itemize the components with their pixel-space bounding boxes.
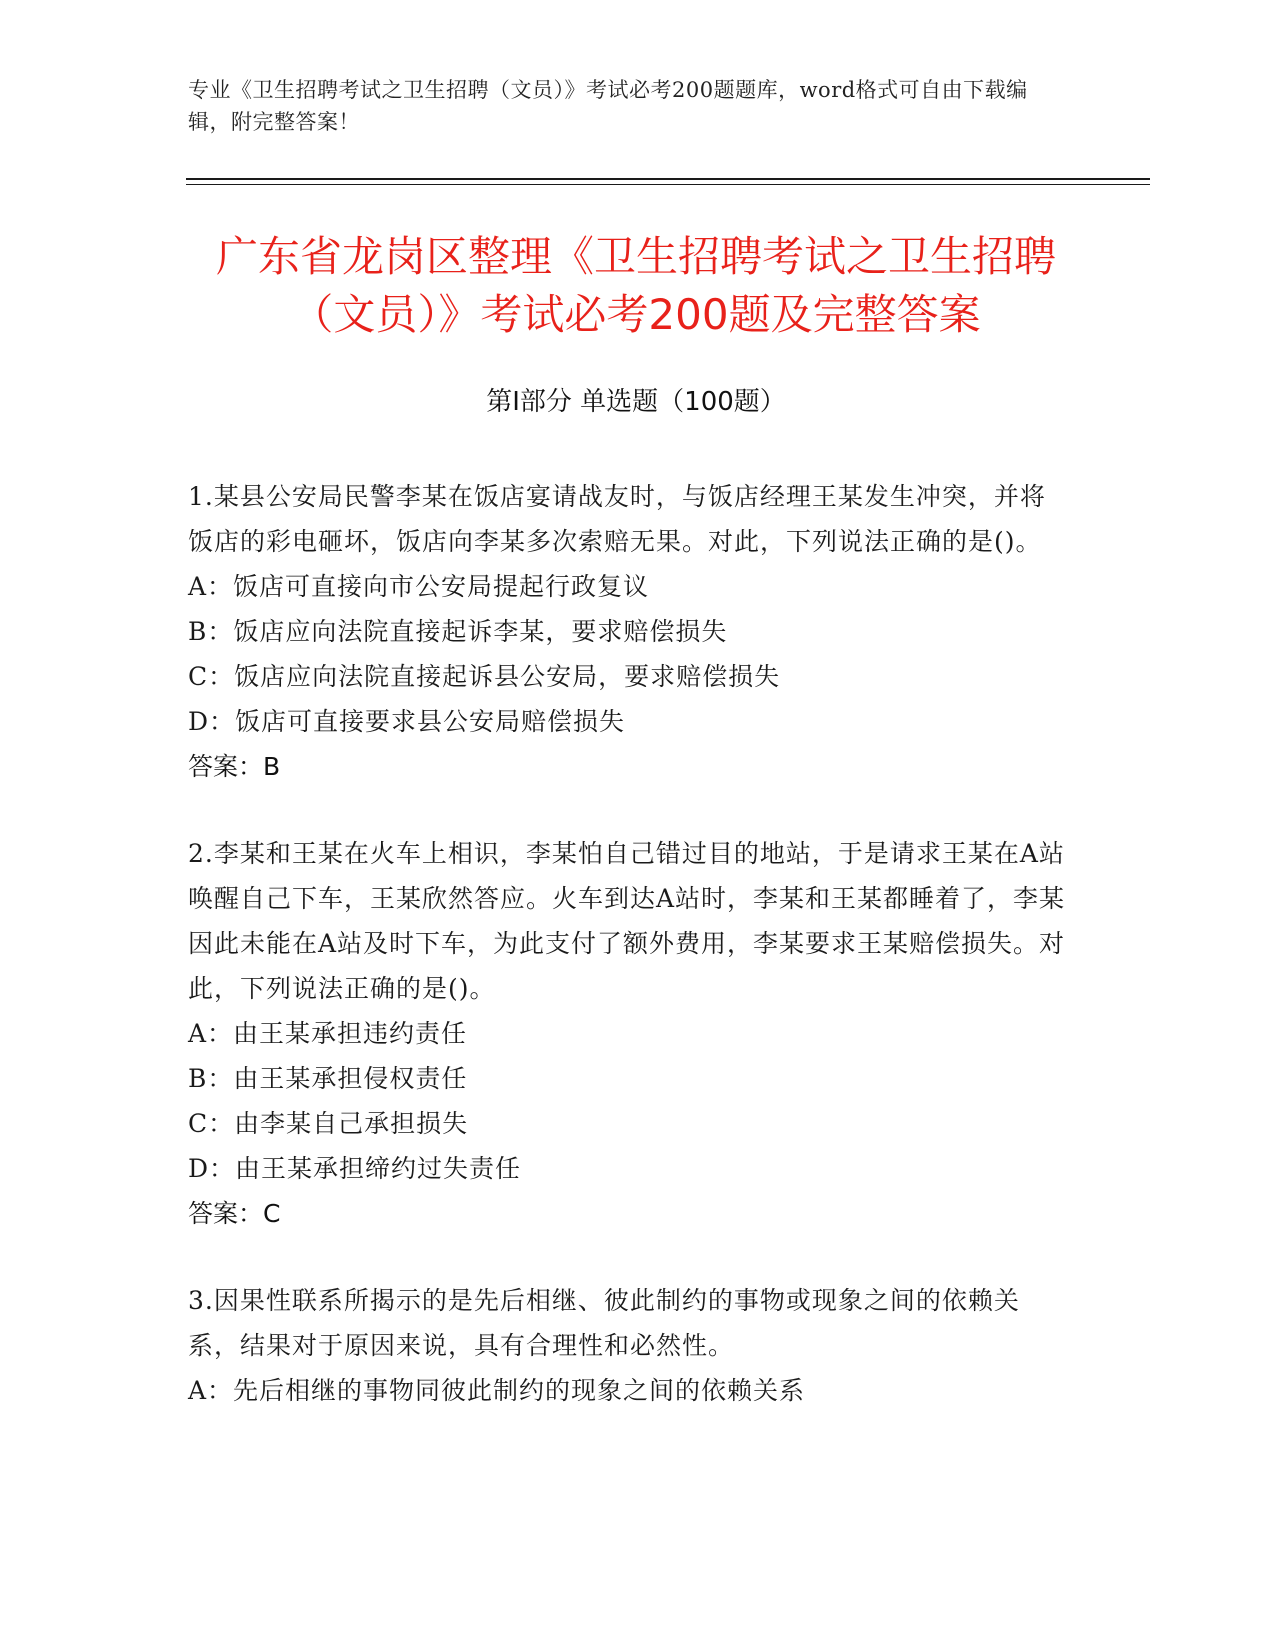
document-title: 广东省龙岗区整理《卫生招聘考试之卫生招聘（文员）》考试必考200题及完整答案 [215, 232, 1056, 339]
header-note: 专业《卫生招聘考试之卫生招聘（文员）》考试必考200题题库，word格式可自由下载编辑，附完整答案！ [188, 78, 1028, 134]
question-list [188, 474, 1068, 1455]
header-divider-thick [186, 178, 1150, 180]
option-a: A：饭店可直接向市公安局提起行政复议 [188, 572, 650, 601]
option-a: A：由王某承担违约责任 [188, 1019, 468, 1048]
option-b: B：饭店应向法院直接起诉李某，要求赔偿损失 [188, 617, 728, 646]
option-c: C：由李某自己承担损失 [188, 1109, 469, 1138]
question-3 [188, 1278, 1068, 1413]
option-d: D：饭店可直接要求县公安局赔偿损失 [188, 707, 626, 736]
answer: 答案：B [188, 752, 281, 781]
question-stem: 1.某县公安局民警李某在饭店宴请战友时，与饭店经理王某发生冲突，并将饭店的彩电砸坏，饭店向李某多次索赔无果。对此，下列说法正确的是()。 [188, 482, 1046, 556]
question-stem: 3.因果性联系所揭示的是先后相继、彼此制约的事物或现象之间的依赖关系，结果对于原因来说，具有合理性和必然性。 [188, 1286, 1020, 1360]
answer: 答案：C [188, 1199, 281, 1228]
question-stem: 2.李某和王某在火车上相识，李某怕自己错过目的地站，于是请求王某在A站唤醒自己下车，王某欣然答应。火车到达A站时，李某和王某都睡着了，李某因此未能在A站及时下车，为此支付了额外费用，李某要求王某赔偿损失。对此，下列说法正确的是()。 [188, 839, 1066, 1003]
option-d: D：由王某承担缔约过失责任 [188, 1154, 522, 1183]
question-2 [188, 831, 1068, 1236]
section-heading: 第Ⅰ部分 单选题（100题） [486, 387, 786, 417]
question-1 [188, 474, 1068, 789]
header-divider-thin [186, 184, 1150, 185]
option-c: C：饭店应向法院直接起诉县公安局，要求赔偿损失 [188, 662, 781, 691]
option-b: B：由王某承担侵权责任 [188, 1064, 468, 1093]
option-a: A：先后相继的事物同彼此制约的现象之间的依赖关系 [188, 1376, 806, 1405]
